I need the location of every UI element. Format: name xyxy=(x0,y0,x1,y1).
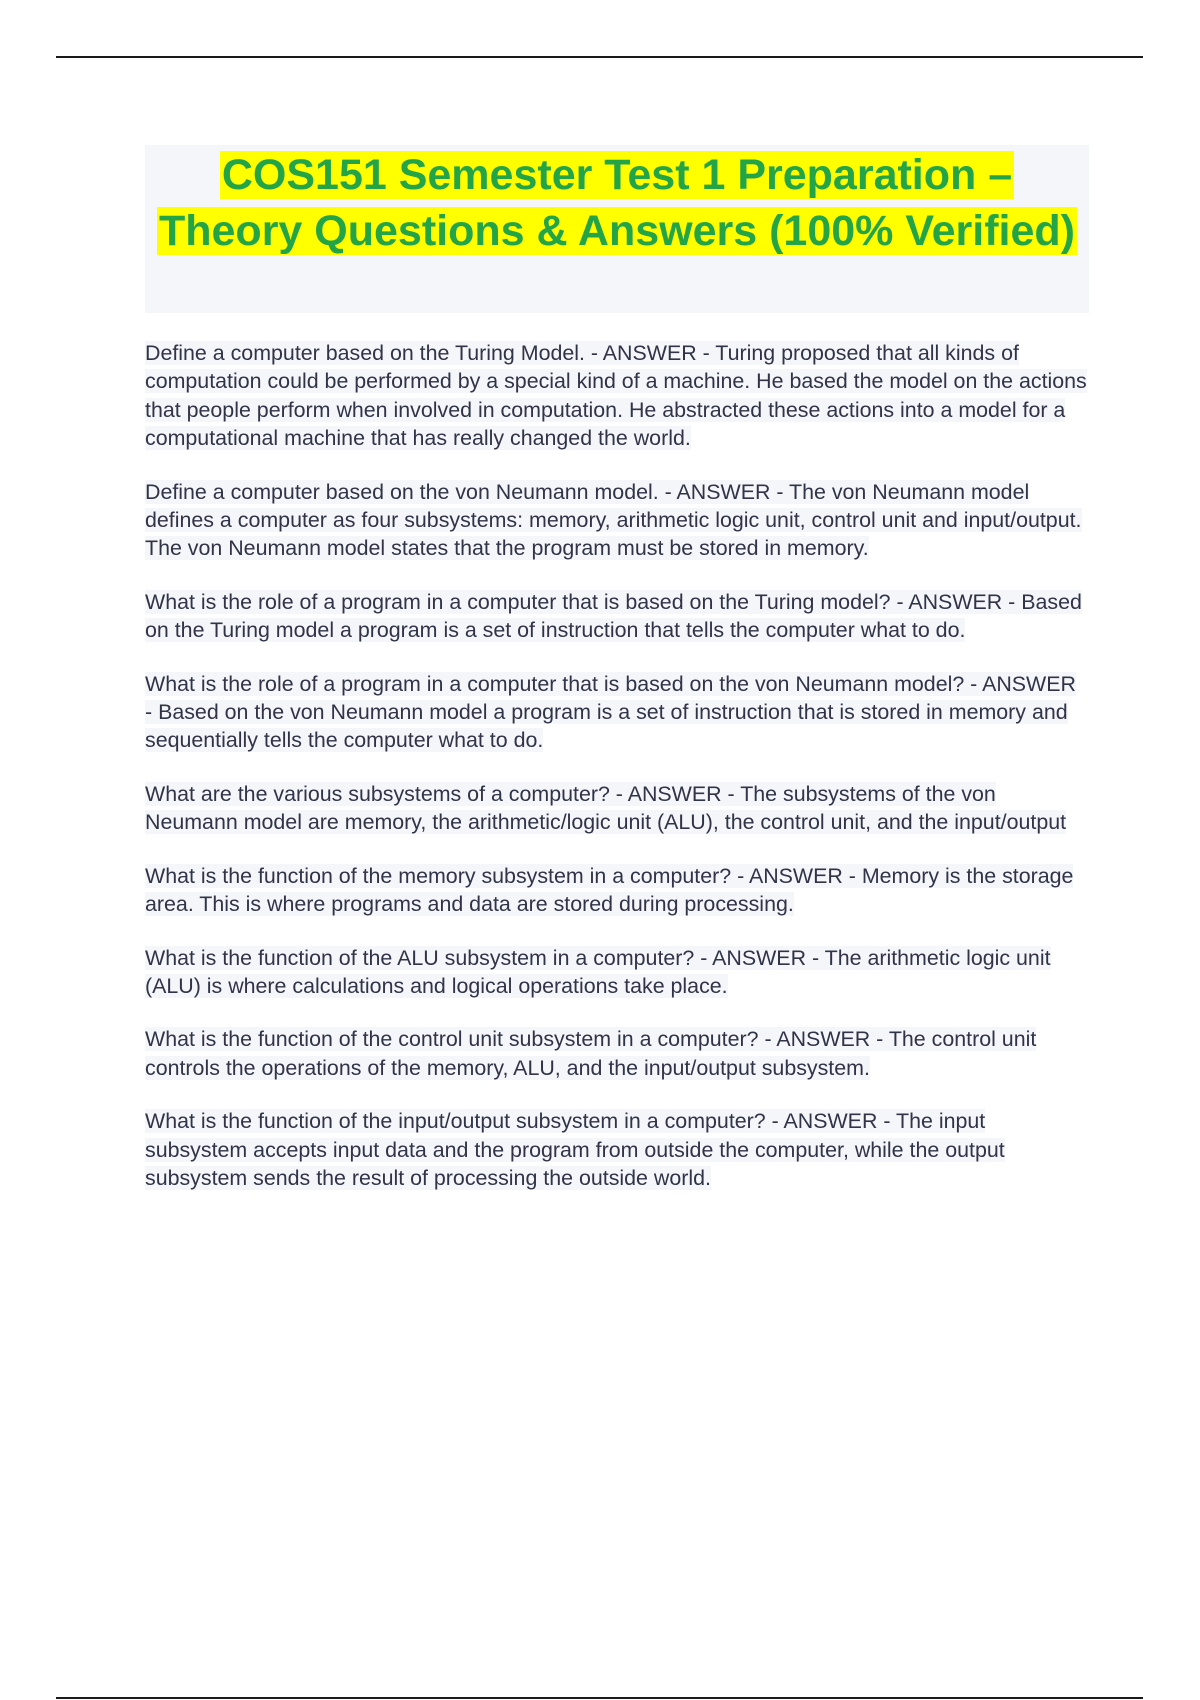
qa-text: What is the function of the control unit subsystem in a computer? - ANSWER - The control unit controls the operations of the memory, ALU, and the input/output subsystem. xyxy=(145,1027,1037,1080)
qa-text: What are the various subsystems of a computer? - ANSWER - The subsystems of the von Neumann model are memory, the arithmetic/logic unit (ALU), the control unit, and the input/output xyxy=(145,781,1067,835)
qa-item-von-neumann-definition xyxy=(145,478,1089,563)
qa-text: What is the role of a program in a computer that is based on the von Neumann model? - ANSWER - Based on the von Neumann model a program is a set of instruction that is stored in memory and sequentially tells the computer what to do. xyxy=(145,671,1076,753)
qa-text: What is the function of the memory subsystem in a computer? - ANSWER - Memory is the storage area. This is where programs and data are stored during processing. xyxy=(145,863,1074,917)
qa-item-alu-function xyxy=(145,944,1089,1001)
title-block xyxy=(145,145,1089,313)
footer-rule xyxy=(56,1697,1143,1699)
document-title-text: COS151 Semester Test 1 Preparation – Theory Questions & Answers (100% Verified) xyxy=(158,151,1076,255)
qa-text: What is the function of the input/output subsystem in a computer? - ANSWER - The input subsystem accepts input data and the program from outside the computer, while the output subsystem sends the result of processing the outside world. xyxy=(145,1109,1005,1190)
qa-text: Define a computer based on the von Neumann model. - ANSWER - The von Neumann model defines a computer as four subsystems: memory, arithmetic logic unit, control unit and input/output. The von Neumann model states that the program must be stored in memory. xyxy=(145,479,1082,561)
document-title xyxy=(145,147,1089,259)
qa-text: What is the function of the ALU subsystem in a computer? - ANSWER - The arithmetic logic unit (ALU) is where calculations and logical operations take place. xyxy=(145,945,1051,998)
qa-item-subsystems xyxy=(145,780,1089,837)
qa-item-control-unit-function xyxy=(145,1025,1089,1082)
header-rule xyxy=(56,56,1143,58)
qa-item-memory-function xyxy=(145,862,1089,919)
qa-item-von-neumann-program-role xyxy=(145,670,1089,755)
qa-item-turing-definition xyxy=(145,339,1089,453)
qa-item-input-output-function xyxy=(145,1107,1089,1192)
qa-text: What is the role of a program in a computer that is based on the Turing model? - ANSWER - Based on the Turing model a program is a set of instruction that tells the computer what to do. xyxy=(145,589,1082,643)
qa-list xyxy=(145,339,1089,1192)
qa-item-turing-program-role xyxy=(145,588,1089,645)
qa-text: Define a computer based on the Turing Model. - ANSWER - Turing proposed that all kinds of computation could be performed by a special kind of a machine. He based the model on the actions that people perform when involved in computation. He abstracted these actions into a model for a computational machine that has really changed the world. xyxy=(145,341,1087,451)
document-body xyxy=(145,145,1089,1217)
